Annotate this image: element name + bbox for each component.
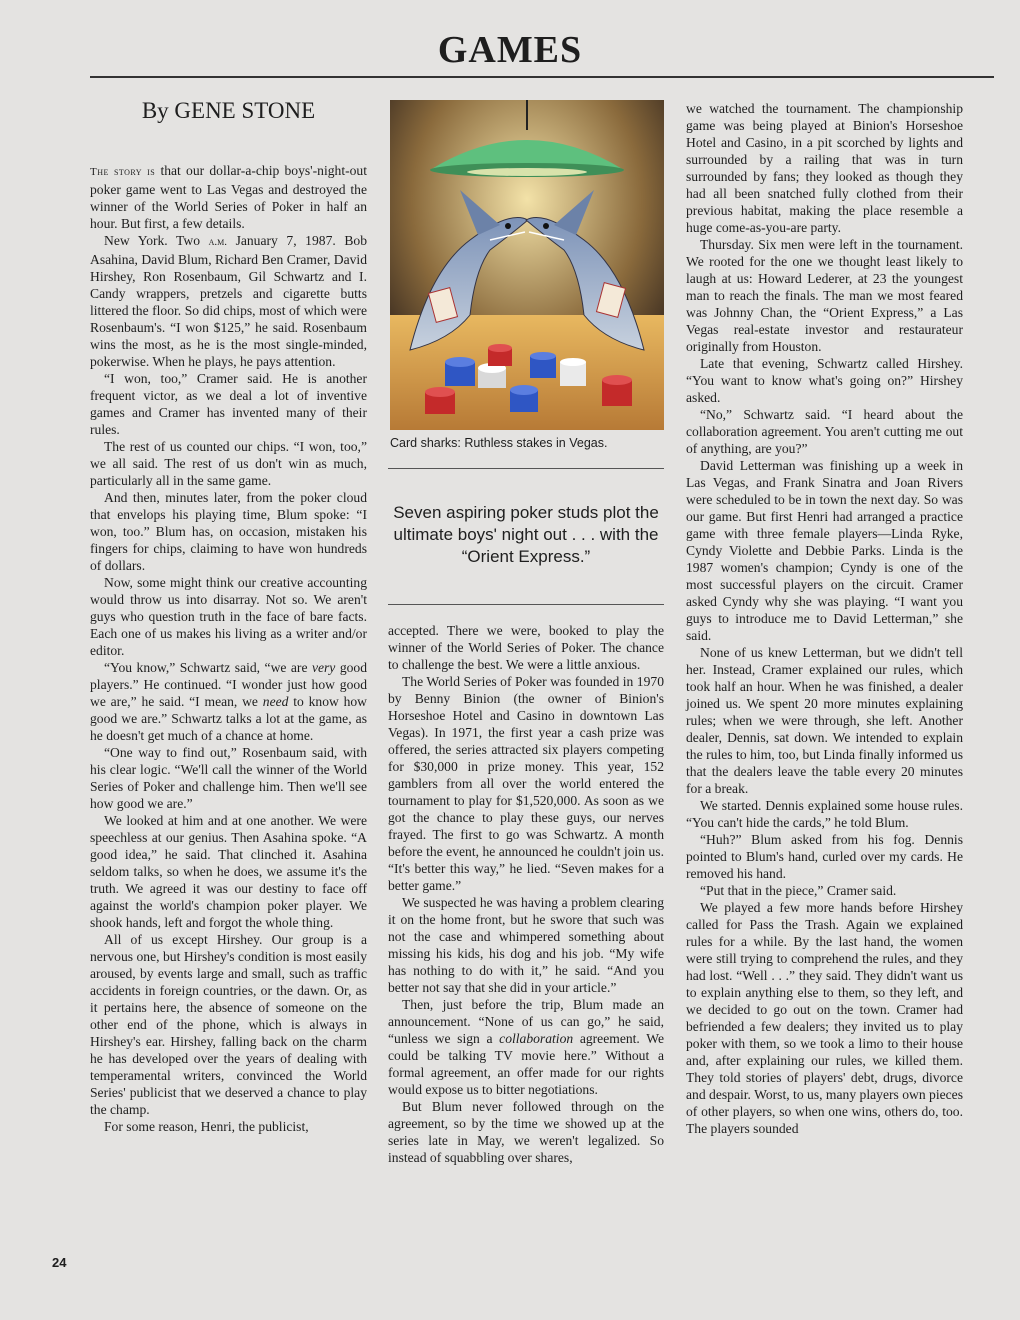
- paragraph-text: “You know,” Schwartz said, “we are: [104, 660, 308, 675]
- paragraph: None of us knew Letterman, but we didn't tell her. Instead, Cramer explained our rules, which took half an hour. When he was finished, a dealer joined us. We spent 20 more minutes explaining rules; when we were through, she left. Another dealer, Dennis, sat down. We intended to explain the rules to him, too, but Linda finally informed us that the dealers leave the table every 20 minutes for a break.: [686, 645, 963, 796]
- paragraph-text: to know how good we are.” Schwartz talks a lot at the game, as he doesn't get much of a chance at home.: [90, 694, 367, 743]
- paragraph: “Huh?” Blum asked from his fog. Dennis pointed to Blum's hand, curled over my cards. He removed his hand.: [686, 832, 963, 881]
- paragraph-text: agreement. We could be talking TV movie here.” Without a formal agreement, an offer made for our rights would expose us to bitter negotiations.: [388, 1031, 665, 1097]
- paragraph: And then, minutes later, from the poker cloud that envelops his playing time, Blum spoke: “I won, too.” Blum has, on occasion, mistaken his fingers for chips, claiming to have won hundreds of dollars.: [90, 490, 367, 573]
- article-column-2: [388, 622, 664, 1166]
- paragraph: [90, 659, 367, 744]
- paragraph-text: that our dollar-a-chip boys'-night-out poker game went to Las Vegas and destroyed the winner of the World Series of Poker in half an hour. But first, a few details.: [90, 163, 367, 231]
- byline: By GENE STONE: [141, 98, 316, 123]
- article-column-3: [686, 100, 963, 1137]
- paragraph: [388, 996, 664, 1098]
- paragraph-text: good players.” He continued. “I wonder just how good we are,” he said. “I mean, we: [90, 660, 368, 709]
- pullquote-rule-bottom: [388, 604, 664, 605]
- header-rule: [90, 76, 994, 78]
- illustration-art: [390, 100, 664, 430]
- emphasis: collaboration: [499, 1031, 574, 1046]
- paragraph: [90, 162, 367, 232]
- paragraph: For some reason, Henri, the publicist,: [104, 1119, 309, 1134]
- paragraph: Thursday. Six men were left in the tournament. We rooted for the one we thought least likely to laugh at us: Howard Lederer, at 23 the youngest man to reach the finals. The man we most feared was Johnny Chan, the “Orient Express,” a Las Vegas real-estate investor and restaurateur originally from Houston.: [686, 237, 963, 354]
- paragraph: “No,” Schwartz said. “I heard about the collaboration agreement. You aren't cutting me out of anything, are you?”: [686, 407, 963, 456]
- emphasis: very: [311, 660, 336, 675]
- page-number: 24: [52, 1255, 67, 1270]
- paragraph: “Put that in the piece,” Cramer said.: [700, 883, 897, 898]
- paragraph: We suspected he was having a problem clearing it on the home front, but he swore that such was not the case and whimpered something about missing his kids, his dog and his job. “My wife has nothing to do with it,” he said. “And you better not say that she did in your article.”: [388, 895, 664, 995]
- shark-poker-illustration: [390, 100, 664, 430]
- paragraph: Late that evening, Schwartz called Hirshey. “You want to know what's going on?” Hirshey asked.: [686, 356, 963, 405]
- article-column-1: [90, 162, 367, 1135]
- paragraph: But Blum never followed through on the agreement, so by the time we showed up at the series late in May, we weren't legalized. So instead of squabbling over shares,: [388, 1099, 664, 1165]
- paragraph: “I won, too,” Cramer said. He is another frequent victor, as we deal a lot of inventive games and Cramer has invented many of their rules.: [90, 371, 367, 437]
- paragraph: “One way to find out,” Rosenbaum said, with his clear logic. “We'll call the winner of the World Series of Poker and challenge him. Then we'll see how good we are.”: [90, 745, 367, 811]
- paragraph: The World Series of Poker was founded in 1970 by Benny Binion (the owner of Binion's Horseshoe Hotel and Casino in downtown Las Vegas). In 1971, the first year a cash prize was offered, the series attracted six players competing for $30,000 in prize money. This year, 152 gamblers from all over the world entered the tournament to play for $1,520,000. As soon as we got the chance to play these guys, our nerves frayed. The first to go was Schwartz. A month before the event, he announced he couldn't join us. “It's better this way,” he lied. “Seven makes for a better game.”: [388, 674, 664, 893]
- paragraph: The rest of us counted our chips. “I won, too,” we all said. The rest of us don't win as much, particularly all in the same game.: [90, 439, 367, 488]
- paragraph: [90, 232, 367, 370]
- paragraph-text: Then, just before the trip, Blum made an announcement. “None of us can go,” he said, “unless we sign a: [388, 997, 664, 1046]
- paragraph-text: January 7, 1987. Bob Asahina, David Blum, Richard Ben Cramer, David Hirshey, Ron Rosenbaum, Gil Schwartz and I. Candy wrappers, pretzels and cigarette butts littered the floor. So did chips, most of which were Rosenbaum's. “I won $125,” he said. Rosenbaum wins the most, as he is the most single-minded, pokerwise. When he plays, he pays attention.: [90, 233, 367, 369]
- lead-in: The story is: [90, 166, 156, 178]
- pullquote-rule-top: [388, 468, 664, 469]
- pull-quote: Seven aspiring poker studs plot the ultimate boys' night out . . . with the “Orient Express.”: [393, 503, 659, 566]
- paragraph: Now, some might think our creative accounting would throw us into disarray. Not so. We aren't guys who question truth in the face of bare facts. Each one of us makes his living as a writer and/or editor.: [90, 575, 367, 658]
- time-abbrev: a.m.: [208, 236, 227, 248]
- paragraph: we watched the tournament. The championship game was being played at Binion's Horseshoe Hotel and Casino, in a pit scorched by lights and surrounded by a railing that was in turn surrounded by fans; they looked as though they had all been snatched fully clothed from their previous habitat, making the place resemble a huge come-as-you-are party.: [686, 101, 963, 235]
- section-title: GAMES: [437, 29, 583, 71]
- paragraph: David Letterman was finishing up a week in Las Vegas, and Frank Sinatra and Joan Rivers were scheduled to be in town the next day. So was our game. But first Henri had arranged a practice game with three female players—Linda Ryke, Cyndy Violette and Debbie Parks. Linda is the 1987 women's champion; Cyndy is one of the most successful players on the circuit. Cramer asked Cyndy why she was playing. “I want you guys to introduce me to David Letterman,” she said.: [686, 458, 963, 643]
- paragraph: We started. Dennis explained some house rules. “You can't hide the cards,” he told Blum.: [686, 798, 963, 830]
- paragraph: We played a few more hands before Hirshey called for Pass the Trash. Again we explained rules for a while. By the last hand, the women were still trying to comprehend the rules, and they had lost. “Well . . .” they said. They didn't want us to explain anything else to them, so they left, and we decided to go out on the town. Cramer had befriended a few dealers; they invited us to play poker with them, so we took a limo to their house and, after explaining our rules, we killed them. They told stories of players' debt, drugs, divorce and despair. Worst, to us, many players own pieces of other players, so when one wins, others do, too. The players sounded: [686, 900, 963, 1136]
- paragraph-text: New York. Two: [104, 233, 201, 248]
- paragraph: accepted. There we were, booked to play the winner of the World Series of Poker. The chance to challenge the best. We were a little anxious.: [388, 623, 664, 672]
- paragraph: All of us except Hirshey. Our group is a nervous one, but Hirshey's condition is most easily aroused, by events large and small, such as traffic accidents in foreign countries, or the dawn. Or, as it pertains here, the absence of someone on the other end of the phone, which is always in Hirshey's ear. Hirshey, falling back on the charm he has developed over the years of dealing with temperamental writers, convinced the World Series' publicist that we deserved a chance to play the champ.: [90, 932, 367, 1117]
- paragraph: We looked at him and at one another. We were speechless at our genius. Then Asahina spoke. “A good idea,” he said. That clinched it. Asahina seldom talks, so when he does, we assume it's the truth. We agreed it was our destiny to face off against the world's champion poker player. We shook hands, left and forgot the whole thing.: [90, 813, 367, 930]
- emphasis: need: [262, 694, 289, 709]
- photo-caption: Card sharks: Ruthless stakes in Vegas.: [390, 436, 608, 450]
